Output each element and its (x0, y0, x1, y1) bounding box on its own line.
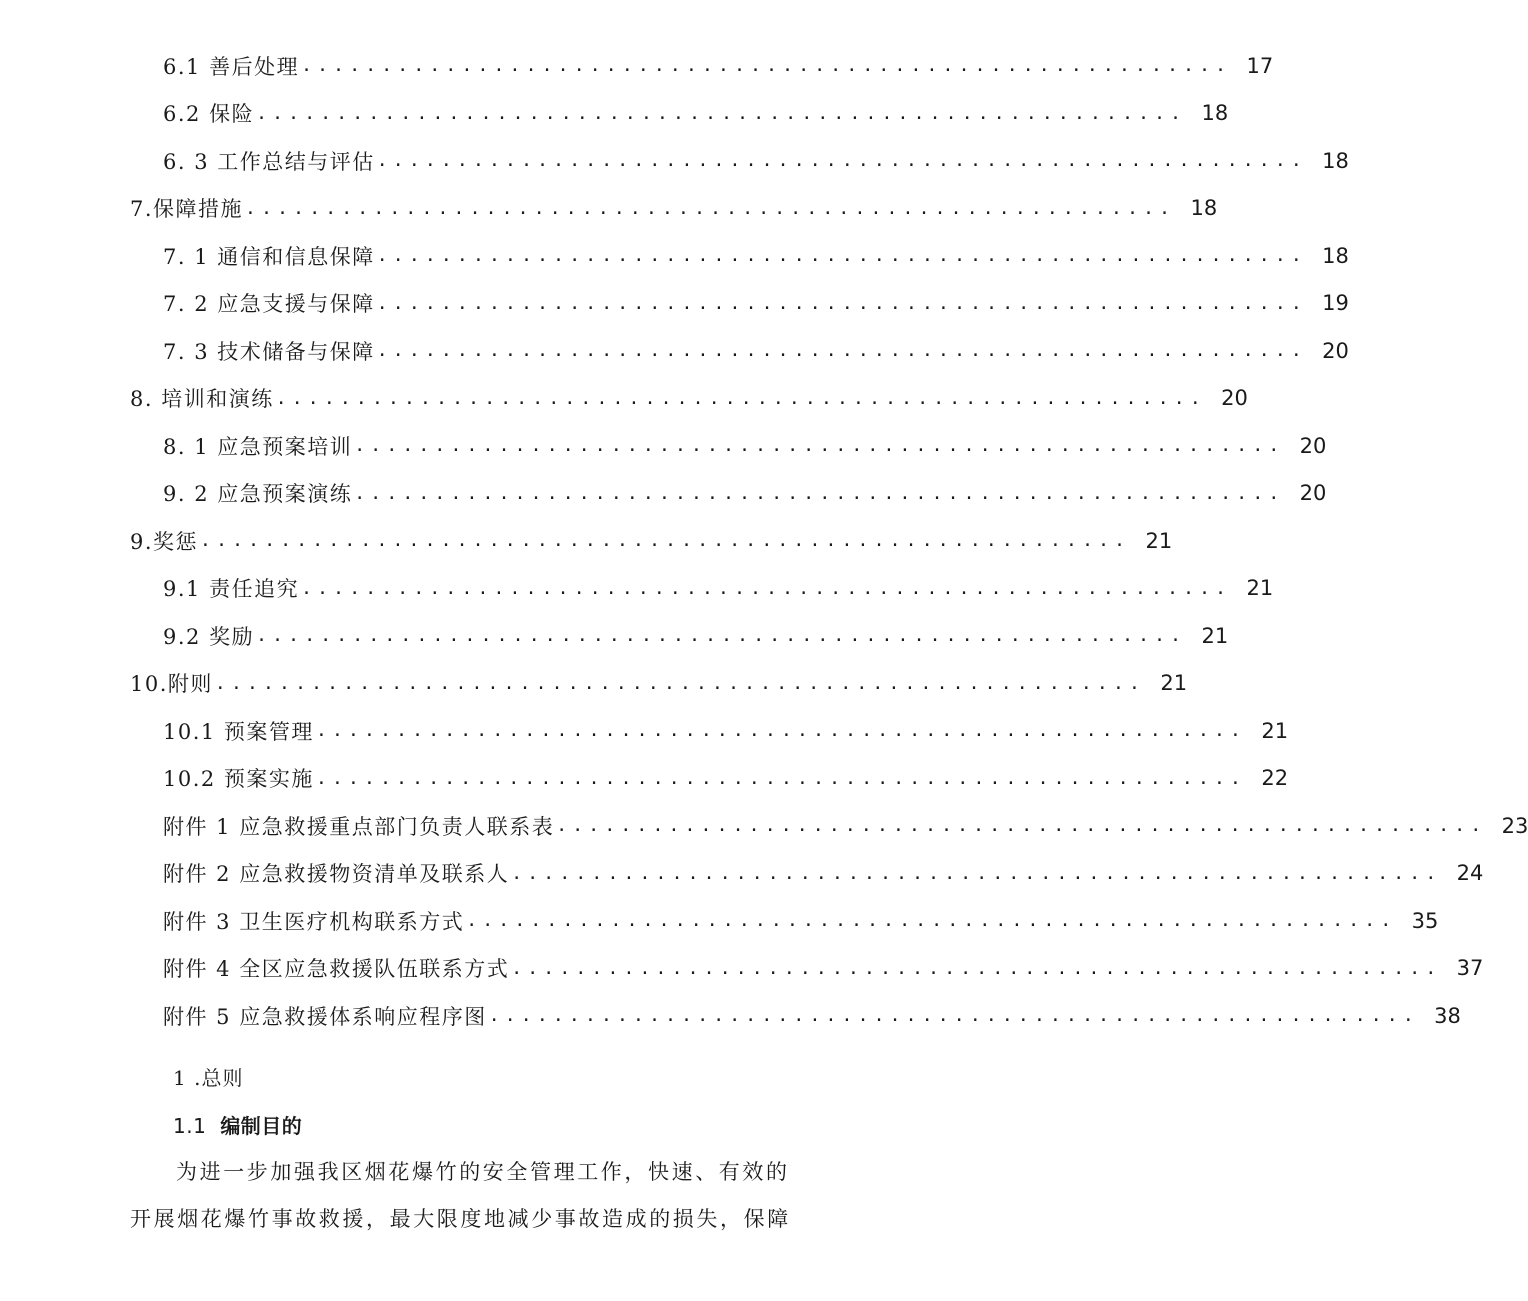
paragraph-line: 为进一步加强我区烟花爆竹的安全管理工作，快速、有效的 (176, 1160, 790, 1184)
toc-dot-leader: .......................................................... (275, 387, 1206, 409)
toc-dot-leader: .......................................................... (315, 767, 1247, 789)
table-of-contents (0, 42, 1528, 1040)
toc-page-number: 18 (1190, 196, 1218, 221)
toc-entry[interactable] (0, 280, 1349, 328)
toc-entry[interactable] (0, 897, 1439, 945)
toc-page-number: 21 (1145, 528, 1173, 553)
toc-dot-leader: .......................................................... (466, 910, 1397, 932)
toc-entry-title: 7.保障措施 (130, 197, 244, 222)
toc-entry-title: 7. 3 技术储备与保障 (163, 339, 375, 364)
toc-entry-title: 10.2 预案实施 (163, 767, 314, 792)
toc-page-number: 20 (1299, 481, 1327, 506)
toc-dot-leader: .......................................................... (556, 815, 1487, 837)
toc-page-number: 21 (1261, 718, 1289, 743)
toc-dot-leader: .......................................................... (200, 530, 1131, 552)
toc-entry-title: 8. 培训和演练 (130, 387, 274, 412)
toc-page-number: 24 (1456, 861, 1484, 886)
toc-entry[interactable] (0, 612, 1229, 660)
toc-page-number: 35 (1411, 908, 1439, 933)
toc-entry[interactable] (0, 185, 1218, 233)
toc-dot-leader: .......................................................... (354, 435, 1285, 457)
toc-page-number: 38 (1434, 1003, 1461, 1028)
toc-page-number: 23 (1501, 813, 1528, 838)
toc-entry[interactable] (0, 802, 1528, 850)
toc-entry-title: 附件 4 全区应急救援队伍联系方式 (163, 957, 510, 982)
toc-dot-leader: .......................................................... (214, 672, 1146, 694)
toc-entry-title: 6.2 保险 (163, 102, 255, 127)
toc-entry-title: 6. 3 工作总结与评估 (163, 149, 375, 174)
toc-page-number: 19 (1322, 291, 1349, 316)
toc-entry[interactable] (0, 565, 1274, 613)
toc-page-number: 20 (1299, 433, 1327, 458)
subsection-title: 编制目的 (220, 1114, 303, 1138)
toc-page-number: 21 (1246, 576, 1274, 601)
toc-entry[interactable] (0, 755, 1289, 803)
toc-entry[interactable] (0, 422, 1327, 470)
toc-page-number: 18 (1322, 148, 1349, 173)
toc-entry-title: 附件 2 应急救援物资清单及联系人 (163, 862, 510, 887)
toc-dot-leader: .......................................................... (376, 245, 1307, 267)
toc-entry[interactable] (0, 375, 1248, 423)
toc-entry[interactable] (0, 992, 1461, 1040)
toc-entry[interactable] (0, 660, 1188, 708)
paragraph-line: 开展烟花爆竹事故救援，最大限度地减少事故造成的损失，保障 (130, 1207, 791, 1231)
toc-entry[interactable] (0, 90, 1229, 138)
toc-entry-title: 9.奖惩 (130, 529, 199, 554)
toc-dot-leader: .......................................................... (376, 340, 1307, 362)
toc-entry-title: 7. 1 通信和信息保障 (163, 244, 375, 269)
toc-page-number: 17 (1246, 53, 1274, 78)
toc-dot-leader: .......................................................... (354, 482, 1285, 504)
toc-entry-title: 10.1 预案管理 (163, 719, 314, 744)
toc-entry[interactable] (0, 232, 1349, 280)
toc-entry[interactable] (0, 945, 1484, 993)
subsection-number: 1.1 (173, 1114, 207, 1138)
section-heading-general: 1 .总则 (173, 1066, 244, 1090)
toc-entry-title: 9.1 责任追究 (163, 577, 300, 602)
toc-page-number: 37 (1456, 956, 1484, 981)
toc-page-number: 18 (1322, 243, 1349, 268)
toc-entry-title: 6.1 善后处理 (163, 54, 300, 79)
toc-page-number: 20 (1221, 386, 1248, 411)
toc-entry-title: 9. 2 应急预案演练 (163, 482, 353, 507)
toc-dot-leader: .......................................................... (376, 292, 1307, 314)
toc-entry[interactable] (0, 137, 1349, 185)
toc-dot-leader: .......................................................... (488, 1005, 1419, 1027)
toc-dot-leader: .......................................................... (256, 625, 1187, 647)
toc-entry-title: 8. 1 应急预案培训 (163, 434, 353, 459)
toc-dot-leader: .......................................................... (376, 150, 1307, 172)
toc-page-number: 18 (1201, 101, 1229, 126)
toc-entry-title: 9.2 奖励 (163, 624, 255, 649)
subsection-heading-purpose (173, 1110, 302, 1139)
toc-page-number: 20 (1322, 338, 1349, 363)
toc-entry[interactable] (0, 850, 1484, 898)
toc-dot-leader: .......................................................... (511, 862, 1442, 884)
toc-page-number: 22 (1261, 766, 1289, 791)
toc-entry[interactable] (0, 327, 1349, 375)
toc-dot-leader: .......................................................... (511, 957, 1442, 979)
toc-dot-leader: .......................................................... (301, 577, 1232, 599)
toc-entry[interactable] (0, 517, 1173, 565)
toc-entry-title: 附件 3 卫生医疗机构联系方式 (163, 909, 465, 934)
toc-entry-title: 附件 5 应急救援体系响应程序图 (163, 1004, 487, 1029)
toc-entry-title: 10.附则 (130, 672, 213, 697)
toc-dot-leader: .......................................................... (245, 197, 1176, 219)
toc-entry[interactable] (0, 42, 1274, 90)
toc-entry-title: 7. 2 应急支援与保障 (163, 292, 375, 317)
toc-dot-leader: .......................................................... (256, 102, 1187, 124)
toc-page-number: 21 (1201, 623, 1229, 648)
toc-dot-leader: .......................................................... (315, 720, 1247, 742)
toc-page-number: 21 (1160, 671, 1188, 696)
toc-entry[interactable] (0, 707, 1289, 755)
toc-entry-title: 附件 1 应急救援重点部门负责人联系表 (163, 814, 555, 839)
toc-entry[interactable] (0, 470, 1327, 518)
toc-dot-leader: .......................................................... (301, 55, 1232, 77)
